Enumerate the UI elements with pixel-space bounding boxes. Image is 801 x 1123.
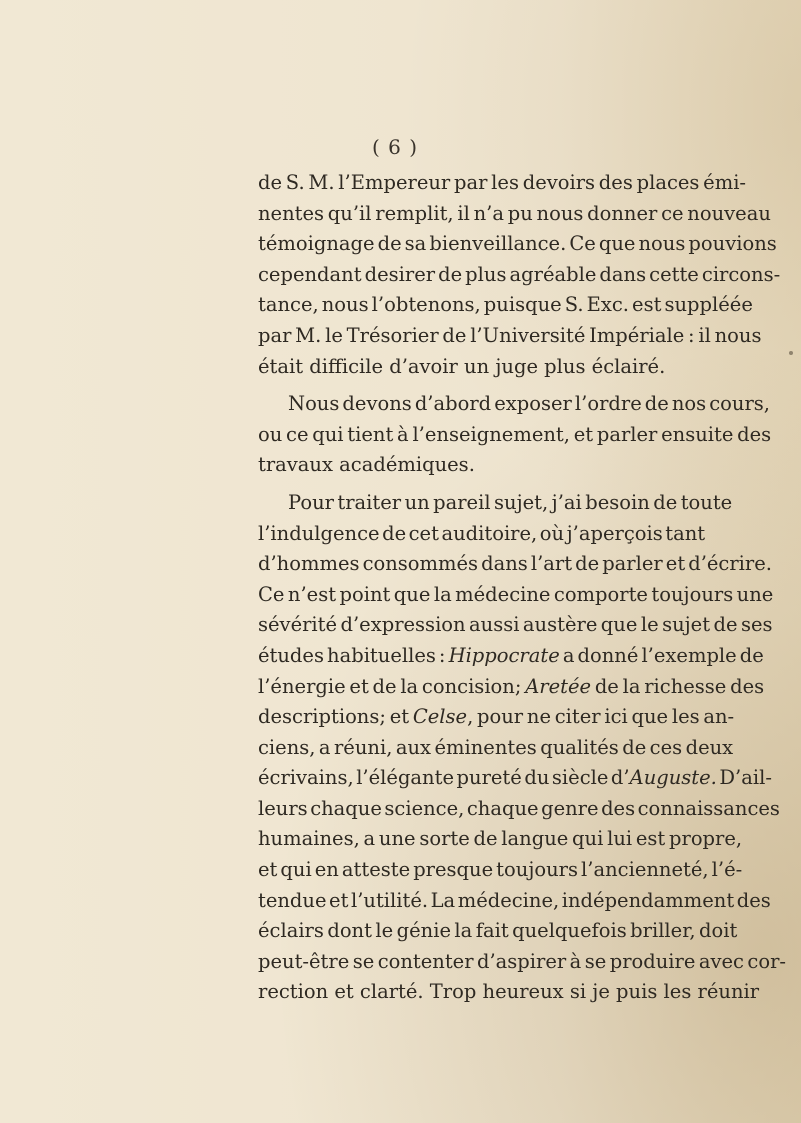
text-line: [258, 199, 801, 230]
text-run: travaux académiques.: [258, 453, 475, 477]
text-run: et qui en atteste presque toujours l’ancienneté, l’é-: [258, 858, 743, 882]
text-run: de la richesse des: [591, 674, 765, 698]
page-number: ( 6 ): [372, 135, 419, 159]
text-line: [258, 321, 801, 352]
text-line: [258, 352, 801, 383]
text-run: tance, nous l’obtenons, puisque S. Exc. est suppléée: [258, 293, 753, 317]
text-run: d’hommes consommés dans l’art de parler et d’écrire.: [258, 552, 772, 576]
text-line: [258, 672, 801, 703]
italic-name: Aretée: [525, 674, 592, 698]
text-run: l’indulgence de cet auditoire, où j’aperçois tant: [258, 521, 706, 545]
text-run: a donné l’exemple de: [559, 643, 764, 667]
text-line: [258, 855, 801, 886]
text-run: de S. M. l’Empereur par les devoirs des places émi-: [258, 171, 747, 194]
text-run: témoignage de sa bienveillance. Ce que nous pouvions: [258, 232, 777, 256]
paragraph: [258, 168, 801, 382]
text-run: tendue et l’utilité. La médecine, indépendamment des: [258, 888, 771, 912]
text-run: leurs chaque science, chaque genre des connaissances: [258, 796, 780, 820]
text-line: [258, 549, 801, 580]
text-line: [258, 641, 801, 672]
text-line: [258, 794, 801, 825]
text-run: sévérité d’expression aussi austère que le sujet de ses: [258, 613, 773, 637]
text-line: [258, 260, 801, 291]
text-run: était difficile d’avoir un juge plus éclairé.: [258, 354, 666, 378]
text-line: [258, 824, 801, 855]
text-run: éclairs dont le génie la fait quelquefois briller, doit: [258, 919, 738, 943]
text-line: [258, 519, 801, 550]
body-text: [258, 168, 801, 1008]
text-line: [258, 977, 801, 1008]
paragraph-gap: [258, 481, 801, 488]
italic-name: Celse: [412, 705, 468, 729]
text-line: [258, 947, 801, 978]
text-line: [258, 229, 801, 260]
text-line: [258, 733, 801, 764]
text-line: [258, 488, 801, 519]
text-run: descriptions; et: [258, 705, 413, 729]
text-run: ou ce qui tient à l’enseignement, et parler ensuite des: [258, 422, 772, 446]
italic-name: Auguste.: [629, 766, 717, 790]
text-run: ciens, a réuni, aux éminentes qualités de ces deux: [258, 735, 734, 759]
text-line: [258, 290, 801, 321]
text-line: [258, 763, 801, 794]
text-line: [258, 389, 801, 420]
text-run: Ce n’est point que la médecine comporte toujours une: [258, 582, 774, 606]
text-run: par M. le Trésorier de l’Université Impériale : il nous: [258, 323, 762, 347]
text-line: [258, 420, 801, 451]
text-line: [258, 580, 801, 611]
text-run: rection et clarté. Trop heureux si je puis les réunir: [258, 980, 760, 1004]
text-run: études habituelles :: [258, 643, 449, 667]
text-run: l’énergie et de la concision;: [258, 674, 526, 698]
italic-name: Hippocrate: [448, 643, 560, 667]
text-run: nentes qu’il remplit, il n’a pu nous donner ce nouveau: [258, 201, 771, 225]
text-run: humaines, a une sorte de langue qui lui est propre,: [258, 827, 743, 851]
text-run: peut-être se contenter d’aspirer à se produire avec cor-: [258, 949, 786, 973]
text-run: cependant desirer de plus agréable dans cette circons-: [258, 262, 781, 286]
text-line: [258, 610, 801, 641]
paragraph: [258, 389, 801, 481]
paragraph: [258, 488, 801, 1008]
text-line: [258, 168, 801, 199]
text-line: [258, 886, 801, 917]
text-line: [258, 450, 801, 481]
text-run: écrivains, l’élégante pureté du siècle d’: [258, 766, 630, 790]
text-run: Nous devons d’abord exposer l’ordre de nos cours,: [288, 392, 770, 416]
text-run: Pour traiter un pareil sujet, j’ai besoin de toute: [288, 490, 733, 514]
ink-spot: [789, 351, 793, 355]
paragraph-gap: [258, 382, 801, 389]
text-run: , pour ne citer ici que les an-: [467, 705, 735, 729]
text-run: D’ail-: [716, 766, 772, 790]
text-line: [258, 916, 801, 947]
text-line: [258, 702, 801, 733]
